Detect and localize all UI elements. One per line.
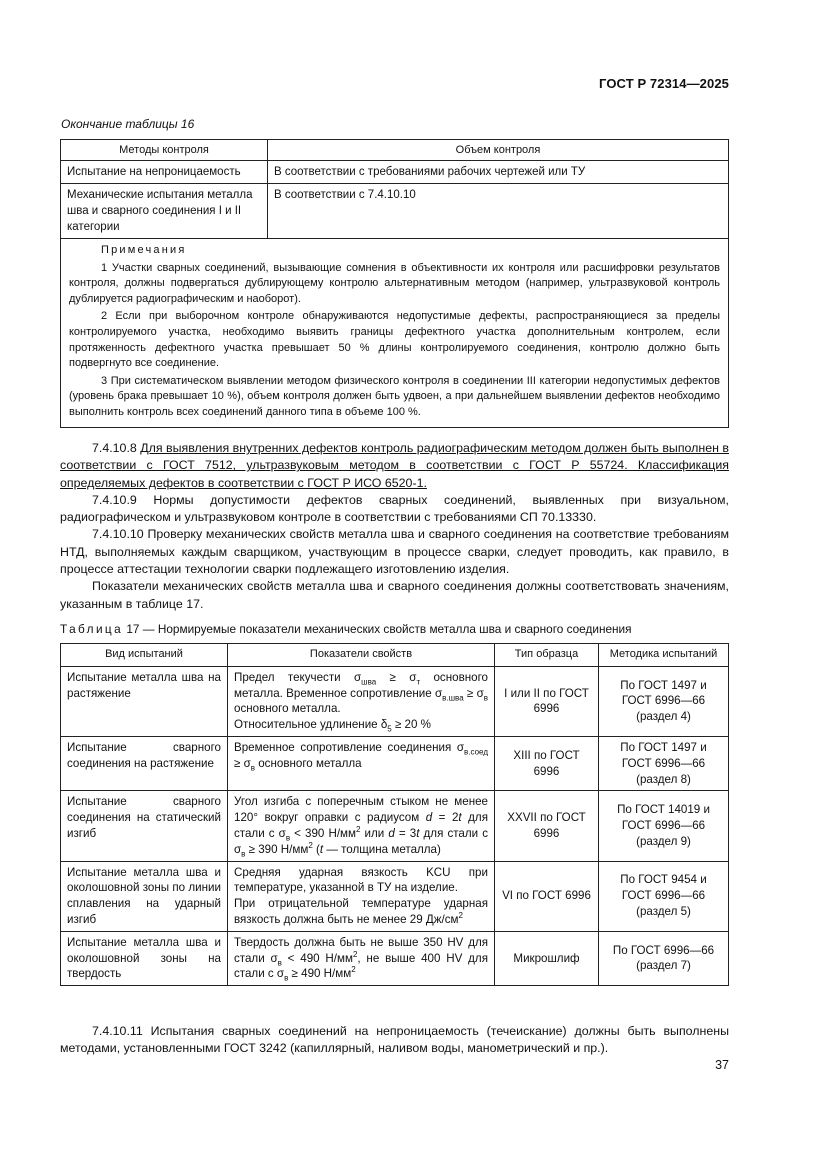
notes-title: Примечания [101,244,187,256]
table-cell: Угол изгиба с поперечным стыком не менее 120° вокруг оправки с радиусом d = 2t для стали с $\sigma_в < 390$ $Н/мм^2$ или d = 3t для стали с $\sigma_в \ge 390$ $Н/мм^2$ (t — толщина металла) [228,791,495,861]
table-row [61,931,729,985]
table-cell: Механические испытания металла шва и сварного соединения I и II категории [61,184,268,239]
paragraph-7-4-10-11: 7.4.10.11 Испытания сварных соединений на непроницаемость (течеискание) должны быть выполнены методами, установленными ГОСТ 3242 (капиллярный, наливом воды, манометрический и пр.). [60,1024,729,1056]
table17-col-header: Тип образца [495,644,599,667]
table-cell: Средняя ударная вязкость KCU при температуре, указанной в ТУ на изделие. При отрицательной температуре ударная вязкость должна быть не менее 29 $Дж/см^2$ [228,861,495,931]
table-cell: По ГОСТ 6996—66 (раздел 7) [599,931,729,985]
table-cell: Предел текучести $\sigma_{шва} \ge \sigma_т$ основного металла. Временное сопротивление $\sigma_{в.шва} \ge \sigma_в$ основного металла. Относительное удлинение $\delta_5 \ge 20$ % [228,666,495,736]
table-cell: Твердость должна быть не выше 350 HV для стали $\sigma_в < 490$ $Н/мм^2$, не выше 400 HV для стали с $\sigma_в \ge 490$ $Н/мм^2$ [228,931,495,985]
table-cell: Испытание металла шва на растяжение [61,666,228,736]
body-paragraphs [60,440,729,613]
table-cell: XIII по ГОСТ 6996 [495,736,599,790]
table16-col-header: Объем контроля [268,140,729,161]
table-cell: XXVII по ГОСТ 6996 [495,791,599,861]
table-row [61,161,729,184]
table-cell: По ГОСТ 1497 и ГОСТ 6996—66 (раздел 4) [599,666,729,736]
table-row [61,861,729,931]
table17 [60,643,729,986]
table16-caption: Окончание таблицы 16 [61,117,195,131]
note-item: 3 При систематическом выявлении методом физического контроля в соединении III категории недопустимых дефектов (уровень брака превышает 10 %), объем контроля должен быть удвоен, а при дальнейшем выявлении дефектов необходимо выполнить контроль всех соединений данного типа в объеме 100 %. [69,374,720,418]
table-cell: Испытание металла шва и околошовной зоны на твердость [61,931,228,985]
paragraph-7-4-10-10: 7.4.10.10 Проверку механических свойств металла шва и сварного соединения на соответствие требованиям НТД, выполняемых каждым сварщиком, участвующим в процессе сварки, следует проводить, как правило, в процессе аттестации технологии сварки подлежащего изготовлению изделия. [60,527,729,577]
body-paragraphs-bottom [60,1023,729,1058]
table-cell: Испытание на непроницаемость [61,161,268,184]
table-cell: В соответствии с 7.4.10.10 [268,184,729,239]
table16-col-header: Методы контроля [61,140,268,161]
table17-col-header: Методика испытаний [599,644,729,667]
paragraph-7-4-10-9: 7.4.10.9 Нормы допустимости дефектов сварных соединений, выявленных при визуальном, радиографическом и ультразвуковом контроле в соответствии с требованиями СП 70.13330. [60,492,729,525]
table-cell: В соответствии с требованиями рабочих чертежей или ТУ [268,161,729,184]
table-cell: По ГОСТ 1497 и ГОСТ 6996—66 (раздел 8) [599,736,729,790]
table-cell: Микрошлиф [495,931,599,985]
table-cell: I или II по ГОСТ 6996 [495,666,599,736]
table17-header-row [61,644,729,667]
table-cell: Временное сопротивление соединения $\sigma_{в.соед} \ge \sigma_в$ основного металла [228,736,495,790]
table16-notes [61,239,729,428]
table-row [61,791,729,861]
table16-notes-row [61,239,729,428]
table-row [61,736,729,790]
table-cell: По ГОСТ 14019 и ГОСТ 6996—66 (раздел 9) [599,791,729,861]
table-cell: По ГОСТ 9454 и ГОСТ 6996—66 (раздел 5) [599,861,729,931]
document-header: ГОСТ Р 72314—2025 [599,76,729,91]
note-item: 1 Участки сварных соединений, вызывающие сомнения в объективности их контроля или расшифровки результатов контроля, должны подвергаться дублирующему контролю альтернативным методом (например, ультразвуковой контроль дублируется радиографическим и наоборот). [69,261,720,305]
table16 [60,139,729,428]
table17-caption: Таблица 17 — Нормируемые показатели механических свойств металла шва и сварного соединения [60,622,632,636]
table16-header-row [61,140,729,161]
table-row [61,666,729,736]
note-item: 2 Если при выборочном контроле обнаруживаются недопустимые дефекты, распространяющиеся за пределы контролируемого участка, необходимо выявить границы дефектного участка дополнительным контролем, если протяженность дефектного участка превышает 50 % длины контролируемого соединения, контролю должно быть подвергнуто все соединение. [69,310,720,370]
page-number: 37 [715,1058,729,1072]
table17-col-header: Вид испытаний [61,644,228,667]
table-cell: Испытание сварного соединения на растяжение [61,736,228,790]
paragraph-7-4-10-8: 7.4.10.8 Для выявления внутренних дефектов контроль радиографическим методом должен быть выполнен в соответствии с ГОСТ 7512, ультразвуковым методом в соответствии с ГОСТ Р 55724. Классификация определяемых дефектов в соответствии с ГОСТ Р ИСО 6520-1. [60,441,729,490]
table17-col-header: Показатели свойств [228,644,495,667]
table-row [61,184,729,239]
paragraph-indicators: Показатели механических свойств металла шва и сварного соединения должны соответствовать значениям, указанным в таблице 17. [60,579,729,611]
table-cell: Испытание металла шва и околошовной зоны по линии сплавления на ударный изгиб [61,861,228,931]
table-cell: VI по ГОСТ 6996 [495,861,599,931]
table-cell: Испытание сварного соединения на статический изгиб [61,791,228,861]
